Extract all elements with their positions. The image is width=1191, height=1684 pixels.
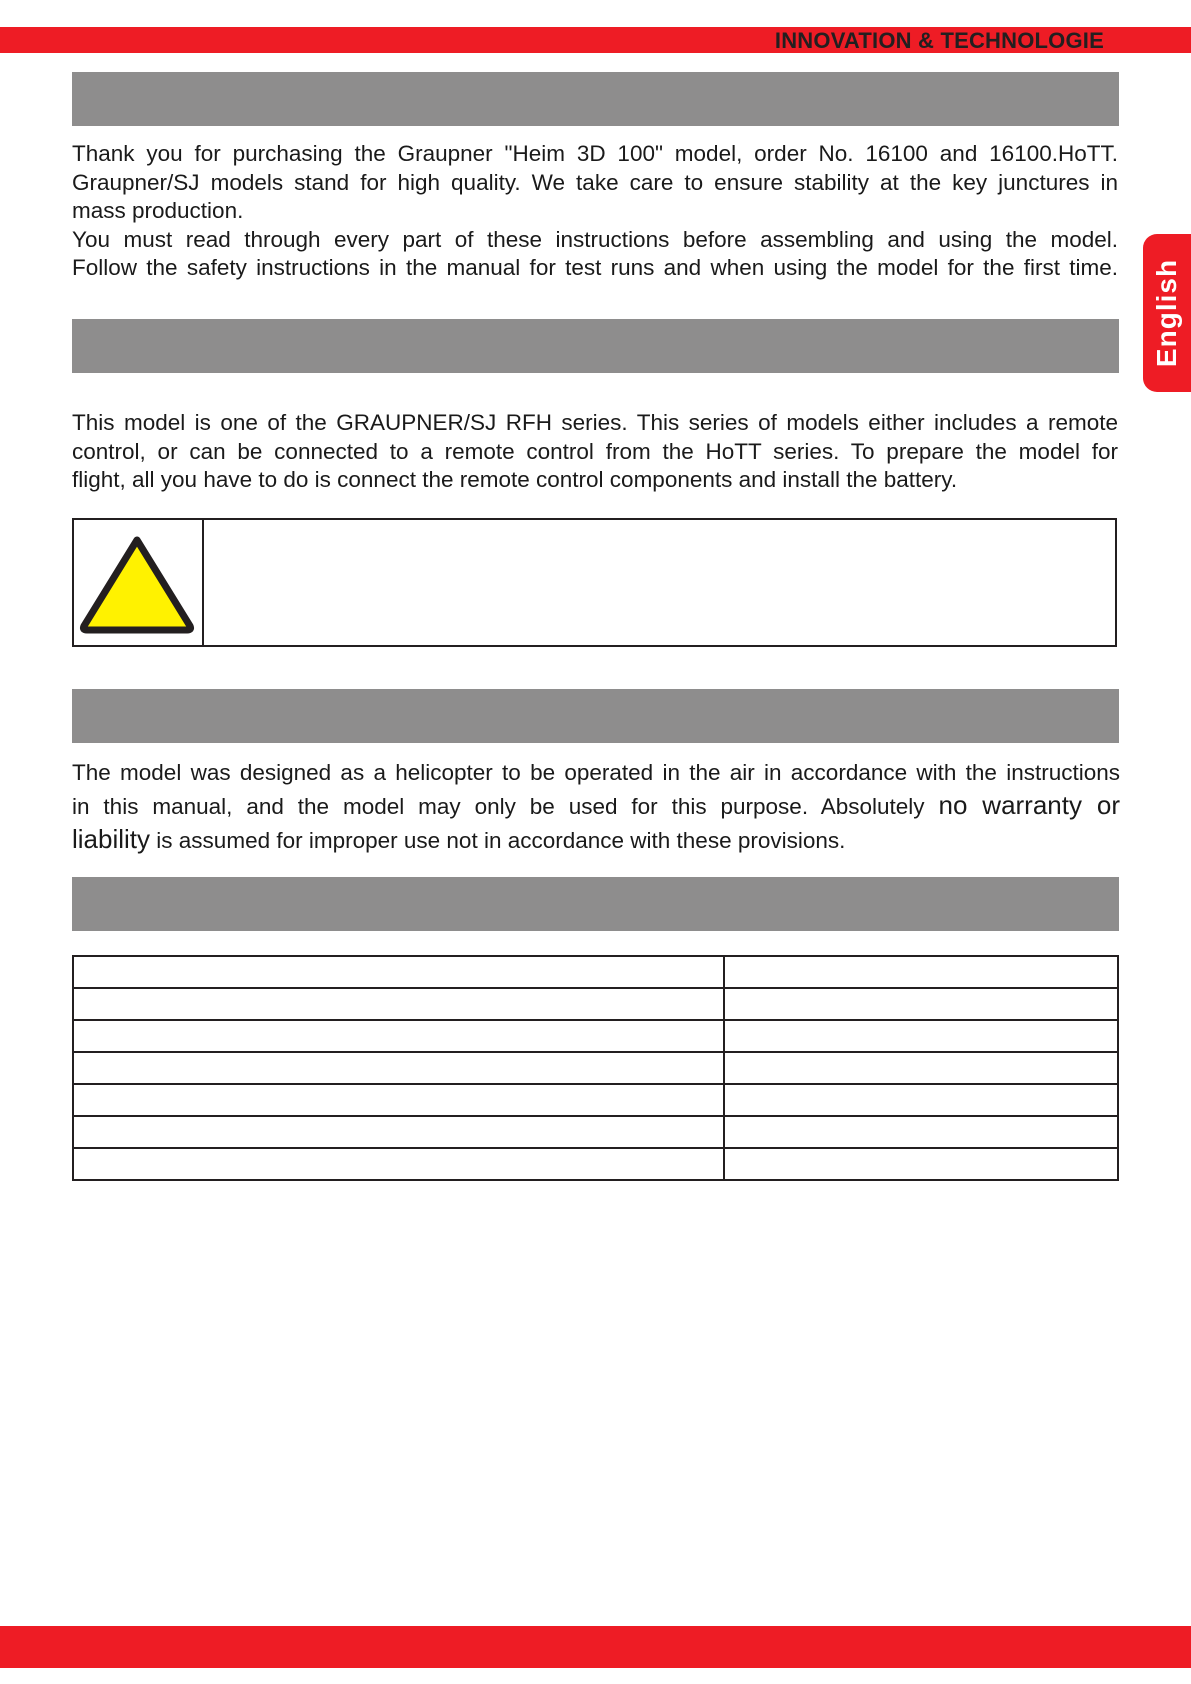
section-header-introduction bbox=[72, 72, 1119, 126]
spec-label-cell bbox=[73, 1084, 724, 1116]
footer-bar bbox=[0, 1626, 1191, 1668]
intro-paragraph bbox=[72, 140, 1118, 283]
intended-use-line: The model was designed as a helicopter to be operated in the air in accordance with the instructions bbox=[72, 760, 1120, 785]
language-tab-label: English bbox=[1151, 258, 1182, 368]
intro-line: Graupner/SJ models stand for high quality. We take care to ensure stability at the key junctures in bbox=[72, 169, 1118, 195]
intended-use-text: in this manual, and the model may only be used for this purpose. Absolutely bbox=[72, 794, 925, 819]
liability-emphasis: liability bbox=[72, 824, 151, 854]
description-line: flight, all you have to do is connect the remote control components and install the battery. bbox=[72, 467, 958, 493]
intro-line: Follow the safety instructions in the manual for test runs and when using the model for the first time. bbox=[72, 255, 1118, 281]
language-tab[interactable] bbox=[1143, 234, 1191, 392]
intended-use-paragraph bbox=[72, 757, 1120, 857]
warning-triangle-icon bbox=[78, 534, 196, 634]
spec-value-cell bbox=[724, 956, 1118, 988]
spec-value-cell bbox=[724, 1084, 1118, 1116]
spec-label-cell bbox=[73, 1116, 724, 1148]
spec-table-row bbox=[73, 1052, 1118, 1084]
spec-value-cell bbox=[724, 1116, 1118, 1148]
description-line: control, or can be connected to a remote control from the HoTT series. To prepare the model for bbox=[72, 438, 1118, 464]
header-bar bbox=[0, 27, 1191, 53]
spec-value-cell bbox=[724, 1148, 1118, 1180]
spec-table-row bbox=[73, 956, 1118, 988]
intro-line: Thank you for purchasing the Graupner "Heim 3D 100" model, order No. 16100 and 16100.HoTT. bbox=[72, 141, 1118, 166]
spec-label-cell bbox=[73, 1052, 724, 1084]
intended-use-text: is assumed for improper use not in accordance with these provisions. bbox=[156, 828, 846, 853]
section-header-specifications bbox=[72, 877, 1119, 931]
spec-table-row bbox=[73, 988, 1118, 1020]
intro-line: You must read through every part of these instructions before assembling and using the model. bbox=[72, 226, 1118, 252]
spec-label-cell bbox=[73, 1148, 724, 1180]
spec-table-row bbox=[73, 1084, 1118, 1116]
spec-label-cell bbox=[73, 956, 724, 988]
intended-use-line bbox=[72, 789, 1120, 823]
spec-table-row bbox=[73, 1148, 1118, 1180]
warning-icon-cell bbox=[74, 520, 204, 645]
spec-table bbox=[72, 955, 1119, 1181]
section-header-intended-use bbox=[72, 689, 1119, 743]
warning-box bbox=[72, 518, 1117, 647]
description-paragraph bbox=[72, 409, 1118, 495]
intro-line: mass production. bbox=[72, 198, 244, 224]
spec-label-cell bbox=[73, 988, 724, 1020]
spec-table-row bbox=[73, 1116, 1118, 1148]
section-header-description bbox=[72, 319, 1119, 373]
spec-label-cell bbox=[73, 1020, 724, 1052]
spec-value-cell bbox=[724, 1020, 1118, 1052]
intended-use-line bbox=[72, 823, 1120, 857]
spec-value-cell bbox=[724, 988, 1118, 1020]
description-line: This model is one of the GRAUPNER/SJ RFH series. This series of models either includes a remote bbox=[72, 410, 1118, 435]
spec-value-cell bbox=[724, 1052, 1118, 1084]
brand-tagline: INNOVATION & TECHNOLOGIE bbox=[774, 28, 1104, 53]
warranty-emphasis: no warranty or bbox=[938, 790, 1120, 820]
spec-table-row bbox=[73, 1020, 1118, 1052]
